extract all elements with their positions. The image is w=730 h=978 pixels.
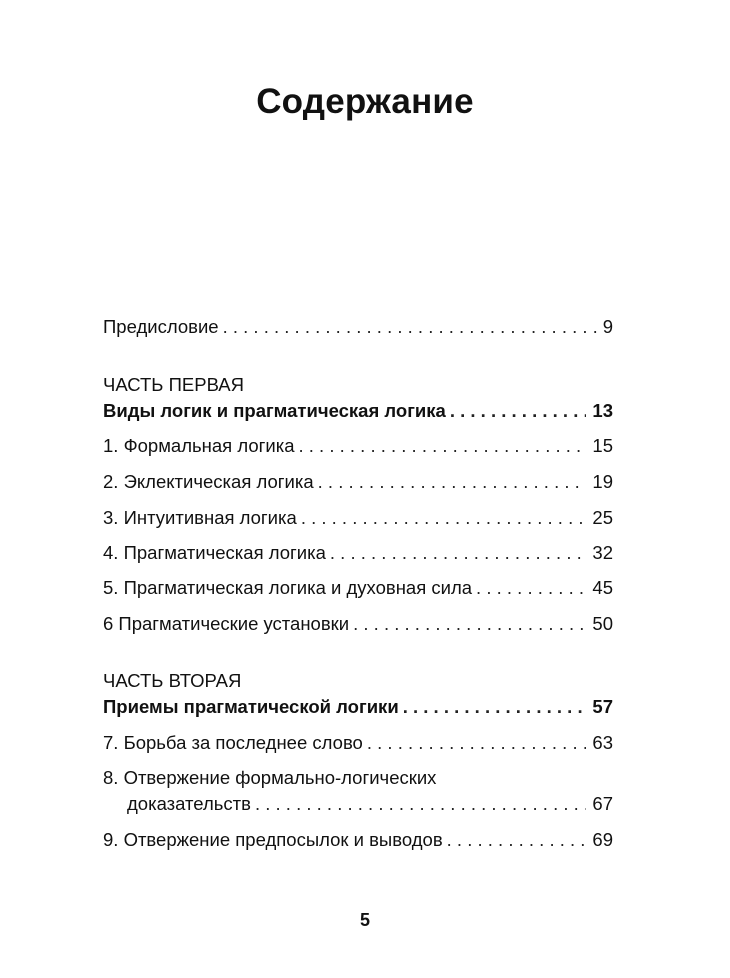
toc-entry-label: 6 Прагматические установки [103,613,350,634]
toc-entry-label: Виды логик и прагматическая логика [103,400,446,421]
toc-entry-label: Предисловие [103,316,219,337]
dot-leader [353,613,586,635]
toc-entry-preface [103,316,613,338]
dot-leader [223,316,597,338]
toc-entry [103,435,613,457]
dot-leader [318,471,587,493]
toc-entry-page: 69 [592,829,613,850]
dot-leader [298,435,586,457]
dot-leader [447,829,587,851]
toc-entry-page: 9 [602,316,613,337]
page-title: Содержание [256,82,474,121]
dot-leader [450,400,587,422]
toc-entry-page: 67 [592,793,613,814]
toc-entry-page: 25 [592,507,613,528]
part1-subtitle-entry [103,400,613,422]
toc-entry-label: 3. Интуитивная логика [103,507,297,528]
toc-entry-page: 15 [592,435,613,456]
toc-entry-page: 45 [592,577,613,598]
toc-entry-page: 57 [592,696,613,717]
dot-leader [255,793,586,815]
dot-leader [301,507,587,529]
toc-entry [103,829,613,851]
toc-entry-label: 4. Прагматическая логика [103,542,326,563]
toc-entry-label: 9. Отвержение предпосылок и выводов [103,829,443,850]
toc-entry-label: 1. Формальная логика [103,435,295,456]
dot-leader [367,732,587,754]
toc-entry [103,471,613,493]
toc-entry-page: 50 [592,613,613,634]
page-number: 5 [359,910,370,930]
toc-entry-page: 32 [592,542,613,563]
toc-entry-label: Приемы прагматической логики [103,696,399,717]
dot-leader [330,542,587,564]
dot-leader [403,696,587,718]
toc-entry [127,793,613,815]
toc-entry-page: 19 [592,471,613,492]
part1-heading: ЧАСТЬ ПЕРВАЯ [103,374,244,395]
toc-entry-label-line1: 8. Отвержение формально-логических [103,767,437,788]
toc-entry [103,542,613,564]
toc-entry-label: 7. Борьба за последнее слово [103,732,363,753]
toc-entry [103,577,613,599]
toc-entry-label: 5. Прагматическая логика и духовная сила [103,577,473,598]
toc-entry [103,507,613,529]
part2-heading: ЧАСТЬ ВТОРАЯ [103,670,242,691]
dot-leader [476,577,586,599]
toc-entry-label: 2. Эклектическая логика [103,471,314,492]
toc-entry [103,732,613,754]
toc-entry [103,613,613,635]
part2-subtitle-entry [103,696,613,718]
toc-entry-page: 63 [592,732,613,753]
toc-entry-label: доказательств [127,793,251,814]
toc-entry-page: 13 [592,400,613,421]
